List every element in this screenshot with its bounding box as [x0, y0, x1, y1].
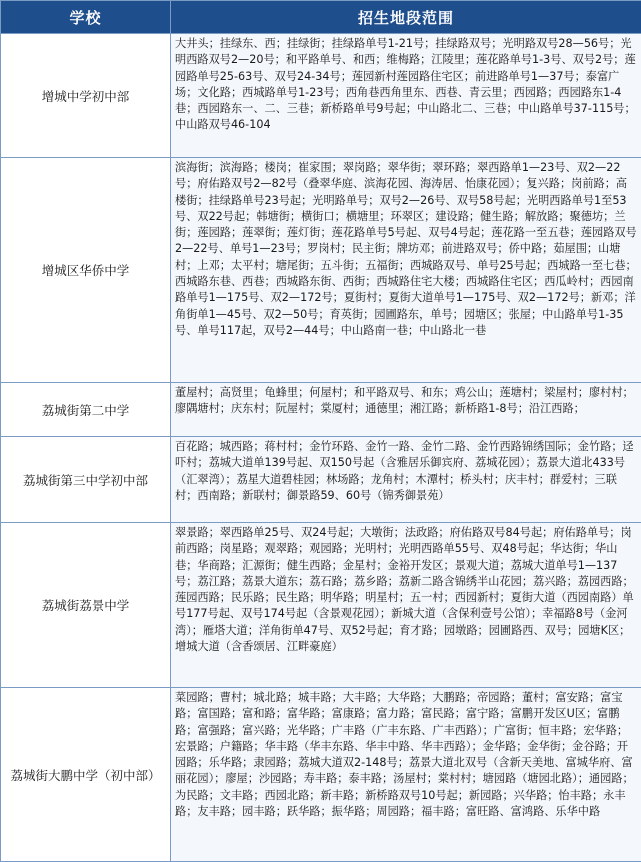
school-name: 增城区华侨中学: [1, 158, 171, 383]
school-name: 增城中学初中部: [1, 34, 171, 158]
school-name: 荔城街第三中学初中部: [1, 437, 171, 523]
table-row: [1, 383, 641, 437]
table-row: [1, 34, 641, 158]
table-header-row: [1, 1, 641, 34]
table-row: [1, 523, 641, 688]
enrollment-range: 百花路；城西路；蒋村村；金竹环路、金竹一路、金竹二路、金竹西路锦绣国际；金竹路；迳吓村；荔城大道单139号起、双150号起（含雅居乐御宾府、荔城花园）；荔景大道北433号（汇翠湾）；荔星大道碧桂园；林场路；龙角村；木潭村；桥头村；庆丰村；群爱村；三联村；西南路；新联村；御景路59、60号（锦秀御景苑）: [171, 437, 641, 523]
enrollment-range: 大井头；挂绿东、西；挂绿街；挂绿路单号1-21号；挂绿路双号；光明路双号28—56号；光明西路双号2—20号；和平路单号、和西；维梅路；江陵里；莲花路单号1-3号、双号2号；莲园路单号25-63号、双号24-34号；莲园新村莲园路住宅区；前进路单号1—37号；泰富广场；文化路；西城路单号1-23号；西角巷西角里东、西巷、青云里；西园路；西园路东1-4巷；西园路东一、二、三巷；新桥路单号9号起；中山路北二、三巷；中山路单号37-115号；中山路双号46-104: [171, 34, 641, 158]
table-row: [1, 158, 641, 383]
school-name: 荔城街荔景中学: [1, 523, 171, 688]
table-row: [1, 437, 641, 523]
enrollment-range: 董屋村；高贤里；龟蜂里；何屋村；和平路双号、和东；鸡公山；莲塘村；梁屋村；廖村村；廖隅塘村；庆东村；阮屋村；棠厦村；通德里；湘江路；新桥路1-8号；沿江西路；: [171, 383, 641, 437]
enrollment-range: 菜园路；曹村；城北路；城丰路；大丰路；大华路；大鹏路；帝园路；董村；富安路；富宝路；富国路；富和路；富华路；富康路；富力路；富民路；富宁路；富鹏开发区U区；富鹏路；富强路；富兴路；光华路；广丰路（广丰东路、广丰西路）；广富街；恒丰路；宏华路；宏景路；户籍路；华丰路（华丰东路、华丰中路、华丰西路）；金华路；金华街；金谷路；开园路；乐华路；隶园路；荔城大道双2-148号；荔景大道北双号（含新天美地、富城华府、富丽花园）；廖屋；沙园路；寿丰路；泰丰路；汤屋村；棠村村；塘园路（塘园北路）；通园路；为民路；文丰路；西园北路；新丰路；新桥路双号10号起；新园路；兴华路；怡丰路；永丰路；友丰路；园丰路；跃华路；振华路；周园路；福丰路；富旺路、富鸿路、乐华中路: [171, 688, 641, 862]
header-range: 招生地段范围: [171, 1, 641, 34]
enrollment-range: 滨海街；滨海路；楼岗；崔家围；翠岗路；翠华街；翠环路；翠西路单1—23号、双2—22号；府佑路双号2—82号（叠翠华庭、滨海花园、海涛居、怡康花园）；复兴路；岗前路；高楼街；挂绿路单号23号起；光明路单号；双号2—26号、双号58号起；光明西路单号1至53号、双22号起；韩塘街；横街口；横塘里；环翠区；建设路；健生路；解放路；聚德坊；兰街；莲园路；莲翠街；莲灯街；莲花路单号5号起、双号4号起；莲花路一至五巷；莲园路双号2—22号、单号1—23号；罗岗村；民主街；牌坊邓；前进路双号；侨中路；茹屋围；山塘村；上邓；太平村；塘尾街；五斗街；五福街；西城路双号、单号25号起；西城路一至七巷；西城路东巷、西巷；西城路东街、西街；西城路住宅大楼；西城路住宅区；西瓜岭村；西园南路单号1—175号、双2—172号；夏街村；夏街大道单号1—175号、双2—172号；新邓；洋角街单1—45号、双2—50号；育英街；园圃路东，单号；园塘区；张屋；中山路单号1-35号、单号117起，双号2—44号；中山路南一巷；中山路北一巷: [171, 158, 641, 383]
school-name: 荔城街大鹏中学（初中部）: [1, 688, 171, 862]
school-name: 荔城街第二中学: [1, 383, 171, 437]
enrollment-range: 翠景路；翠西路单25号、双24号起；大墩街；法政路；府佑路双号84号起；府佑路单号；岗前西路；岗星路；观翠路；观园路；光明村；光明西路单55号、双48号起；华达街；华山巷；华商路；汇源街；健生西路；金星村；金裕开发区；景观大道；荔城大道单号1—137号；荔江路；荔景大道东；荔石路；荔乡路；荔新二路含锦绣半山花园；荔兴路；荔园西路；莲园西路；民乐路；民生路；明华路；明星村；五一村；西园新村；夏街大道（西园南路）单号177号起、双号174号起（含景观花园）；新城大道（含保利壹号公馆）；幸福路8号（金河湾）；雁塔大道；洋角街单47号、双52号起；育才路；园墩路；园圃路西、双号；园塘K区；增城大道（含香颂居、江畔豪庭）: [171, 523, 641, 688]
header-school: 学校: [1, 1, 171, 34]
table-row: [1, 688, 641, 862]
